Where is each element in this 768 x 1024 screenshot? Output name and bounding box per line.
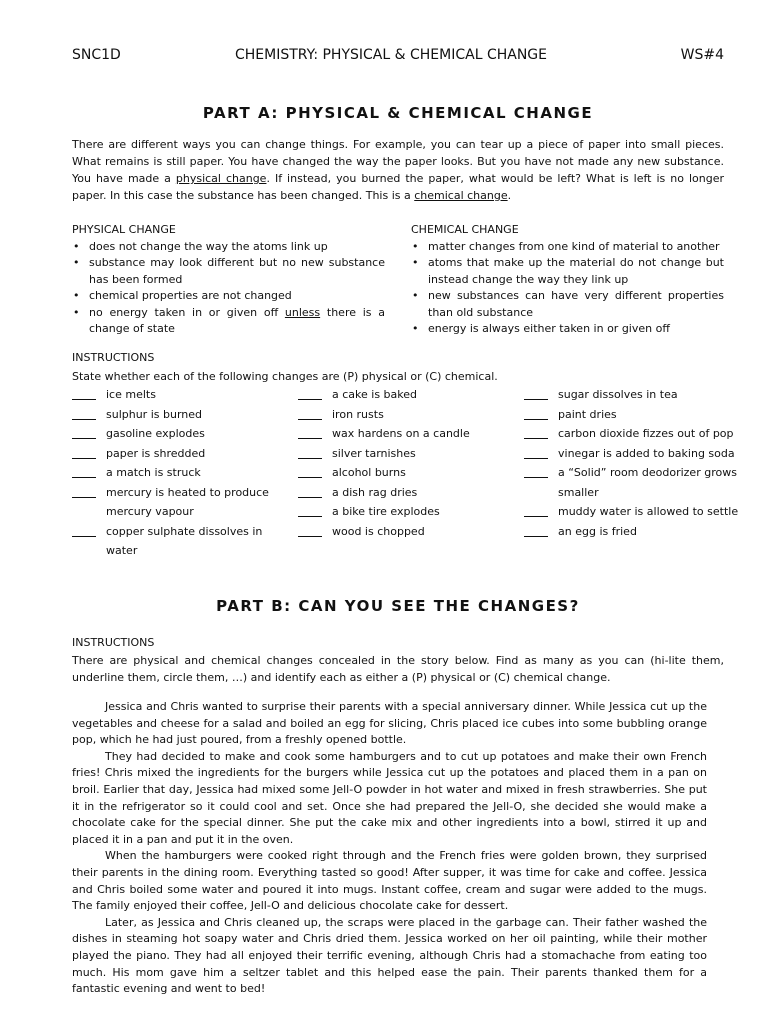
change-label: a bike tire explodes: [332, 505, 440, 518]
part-a-instructions-heading: INSTRUCTIONS: [72, 351, 155, 364]
change-label: paper is shredded: [106, 446, 206, 460]
list-item: • chemical properties are not changed: [72, 288, 385, 305]
list-item-text: no energy taken in or given off: [89, 305, 285, 319]
answer-blank[interactable]: [298, 387, 322, 400]
change-item: [72, 522, 269, 542]
change-item: [298, 463, 470, 483]
change-item: [72, 444, 269, 464]
change-item: [298, 405, 470, 425]
list-item: • energy is always either taken in or given off: [411, 321, 724, 338]
chemical-change-heading: CHEMICAL CHANGE: [411, 223, 519, 236]
list-item: • substance may look different but no new substance has been formed: [72, 255, 385, 288]
worksheet-title: CHEMISTRY: PHYSICAL & CHEMICAL CHANGE: [235, 47, 547, 63]
change-label: an egg is fried: [558, 524, 637, 538]
change-label: silver tarnishes: [332, 446, 416, 460]
chemical-change-column: [411, 222, 724, 338]
change-label: muddy water is allowed to settle: [558, 505, 739, 518]
change-item: [524, 405, 738, 425]
answer-blank[interactable]: [298, 504, 322, 517]
change-item: [298, 522, 470, 542]
change-item: [72, 463, 269, 483]
change-item: [72, 483, 269, 503]
part-a-title: PART A: PHYSICAL & CHEMICAL CHANGE: [202, 104, 594, 122]
list-item: [72, 305, 385, 338]
unless-term: unless: [284, 305, 321, 319]
answer-blank[interactable]: [524, 524, 548, 537]
answer-blank[interactable]: [524, 426, 548, 439]
intro-text-1: There are different ways you can change things. For example, you can tear up a piece of paper into small pieces. What remains is still paper. You have changed the way the paper looks. But you have not made any new substance. You have made a: [72, 138, 724, 185]
change-item: [524, 463, 738, 483]
changes-column-2: [298, 385, 470, 541]
answer-blank[interactable]: [524, 387, 548, 400]
list-item: • matter changes from one kind of material to another: [411, 239, 724, 256]
change-label: a match is struck: [106, 466, 201, 479]
chemical-change-list: [411, 239, 724, 338]
change-label: wood is chopped: [332, 524, 425, 538]
answer-blank[interactable]: [298, 426, 322, 439]
answer-blank[interactable]: [72, 446, 96, 459]
change-item: [524, 385, 738, 405]
change-item: [298, 385, 470, 405]
answer-blank[interactable]: [524, 446, 548, 459]
changes-column-1: [72, 385, 269, 561]
answer-blank[interactable]: [72, 465, 96, 478]
answer-blank[interactable]: [298, 465, 322, 478]
list-item: • new substances can have very different properties than old substance: [411, 288, 724, 321]
story: [72, 699, 707, 998]
change-item: [524, 424, 738, 444]
physical-change-term: physical change: [175, 172, 267, 185]
change-label: wax hardens on a candle: [332, 427, 470, 440]
change-item: [524, 444, 738, 464]
changes-column-3: [524, 385, 738, 541]
change-item-continued: [72, 502, 269, 522]
change-item: [72, 385, 269, 405]
change-label: gasoline explodes: [106, 427, 205, 440]
answer-blank[interactable]: [72, 426, 96, 439]
physical-change-column: [72, 222, 385, 338]
story-paragraph: When the hamburgers were cooked right through and the French fries were golden brown, they surprised their parents in the dining room. Everything tasted so good! After supper, it was time for cake and coffee. Jessica and Chris boiled some water and poured it into mugs. Instant coffee, cream and sugar were added to the mugs. The family enjoyed their coffee, Jell-O and delicious chocolate cake for dessert.: [72, 849, 707, 913]
change-label: a cake is baked: [332, 388, 418, 401]
part-a-intro: [72, 136, 724, 204]
change-item: [524, 522, 738, 542]
change-label: sulphur is burned: [106, 407, 202, 421]
answer-blank[interactable]: [298, 524, 322, 537]
change-label: iron rusts: [332, 407, 384, 421]
story-paragraph: Later, as Jessica and Chris cleaned up, the scraps were placed in the garbage can. Their father washed the dishes in steaming hot soapy water and Chris dried them. Jessica worked on her oil painting, while their mother played the piano. They had all enjoyed their terrific evening, although Chris had a stomachache from eating too much. His mom gave him a seltzer tablet and this helped ease the pain. Their parents thanked them for a fantastic evening and went to bed!: [72, 915, 707, 996]
answer-blank[interactable]: [298, 446, 322, 459]
physical-change-heading: PHYSICAL CHANGE: [72, 223, 176, 236]
change-label: smaller: [558, 485, 599, 499]
change-item: [524, 502, 738, 522]
course-code: SNC1D: [72, 47, 121, 63]
answer-blank[interactable]: [524, 407, 548, 420]
answer-blank[interactable]: [72, 387, 96, 400]
part-b-title: PART B: CAN YOU SEE THE CHANGES?: [216, 597, 580, 615]
change-item: [72, 424, 269, 444]
answer-blank[interactable]: [298, 407, 322, 420]
change-label: paint dries: [558, 407, 617, 421]
list-item-text: there is a change of state: [89, 305, 386, 335]
answer-blank[interactable]: [72, 524, 96, 537]
change-label: sugar dissolves in tea: [558, 388, 678, 401]
change-item: [298, 424, 470, 444]
change-item-continued: [72, 541, 269, 561]
page-header: [72, 47, 724, 69]
change-item: [72, 405, 269, 425]
answer-blank[interactable]: [298, 485, 322, 498]
change-label: mercury is heated to produce: [106, 485, 269, 499]
change-label: a “Solid” room deodorizer grows: [558, 466, 737, 479]
story-paragraph: Jessica and Chris wanted to surprise their parents with a special anniversary dinner. While Jessica cut up the vegetables and cheese for a salad and boiled an egg for slicing, Chris placed ice cubes into some bubbling orange pop, which he had just poured, from a freshly opened bottle.: [72, 700, 707, 747]
change-label: copper sulphate dissolves in: [106, 524, 263, 538]
change-label: alcohol burns: [332, 466, 406, 479]
change-item-continued: [524, 483, 738, 503]
change-label: vinegar is added to baking soda: [558, 446, 735, 460]
answer-blank[interactable]: [72, 407, 96, 420]
change-label: water: [106, 544, 138, 557]
list-item: • does not change the way the atoms link up: [72, 239, 385, 256]
change-item: [298, 483, 470, 503]
part-a-instructions-text: State whether each of the following changes are (P) physical or (C) chemical.: [72, 370, 498, 383]
story-paragraph: They had decided to make and cook some hamburgers and to cut up potatoes and make their own French fries! Chris mixed the ingredients for the burgers while Jessica cut up the potatoes and placed them in a pan on broil. Earlier that day, Jessica had mixed some Jell-O powder in hot water and mixed in fresh strawberries. She put it in the refrigerator so it could cool and set. Once she had prepared the Jell-O, she decided she would make a chocolate cake for the special dinner. She put the cake mix and other ingredients into a bowl, stirred it up and placed it in a pan and put it in the oven.: [72, 749, 707, 846]
worksheet-number: WS#4: [680, 47, 724, 63]
chemical-change-term: chemical change: [414, 189, 508, 202]
change-label: ice melts: [106, 388, 156, 401]
list-item: • atoms that make up the material do not change but instead change the way they link up: [411, 255, 724, 288]
change-item: [298, 444, 470, 464]
intro-text-3: .: [507, 189, 512, 202]
answer-blank[interactable]: [524, 465, 548, 478]
part-b-instructions-text: There are physical and chemical changes concealed in the story below. Find as many as you can (hi-lite them, underline them, circle them, …) and identify each as either a (P) physical or (C) chemical change.: [72, 654, 724, 684]
change-label: mercury vapour: [106, 505, 194, 518]
physical-change-list: [72, 239, 385, 338]
intro-text-2: . If instead, you burned the paper, what would be left? What is left is no longer paper. In this case the substance has been changed. This is a: [72, 172, 724, 202]
change-label: carbon dioxide fizzes out of pop: [558, 427, 734, 440]
part-b-instructions-heading: INSTRUCTIONS: [72, 636, 155, 649]
answer-blank[interactable]: [72, 485, 96, 498]
change-item: [298, 502, 470, 522]
change-label: a dish rag dries: [332, 485, 418, 499]
answer-blank[interactable]: [524, 504, 548, 517]
